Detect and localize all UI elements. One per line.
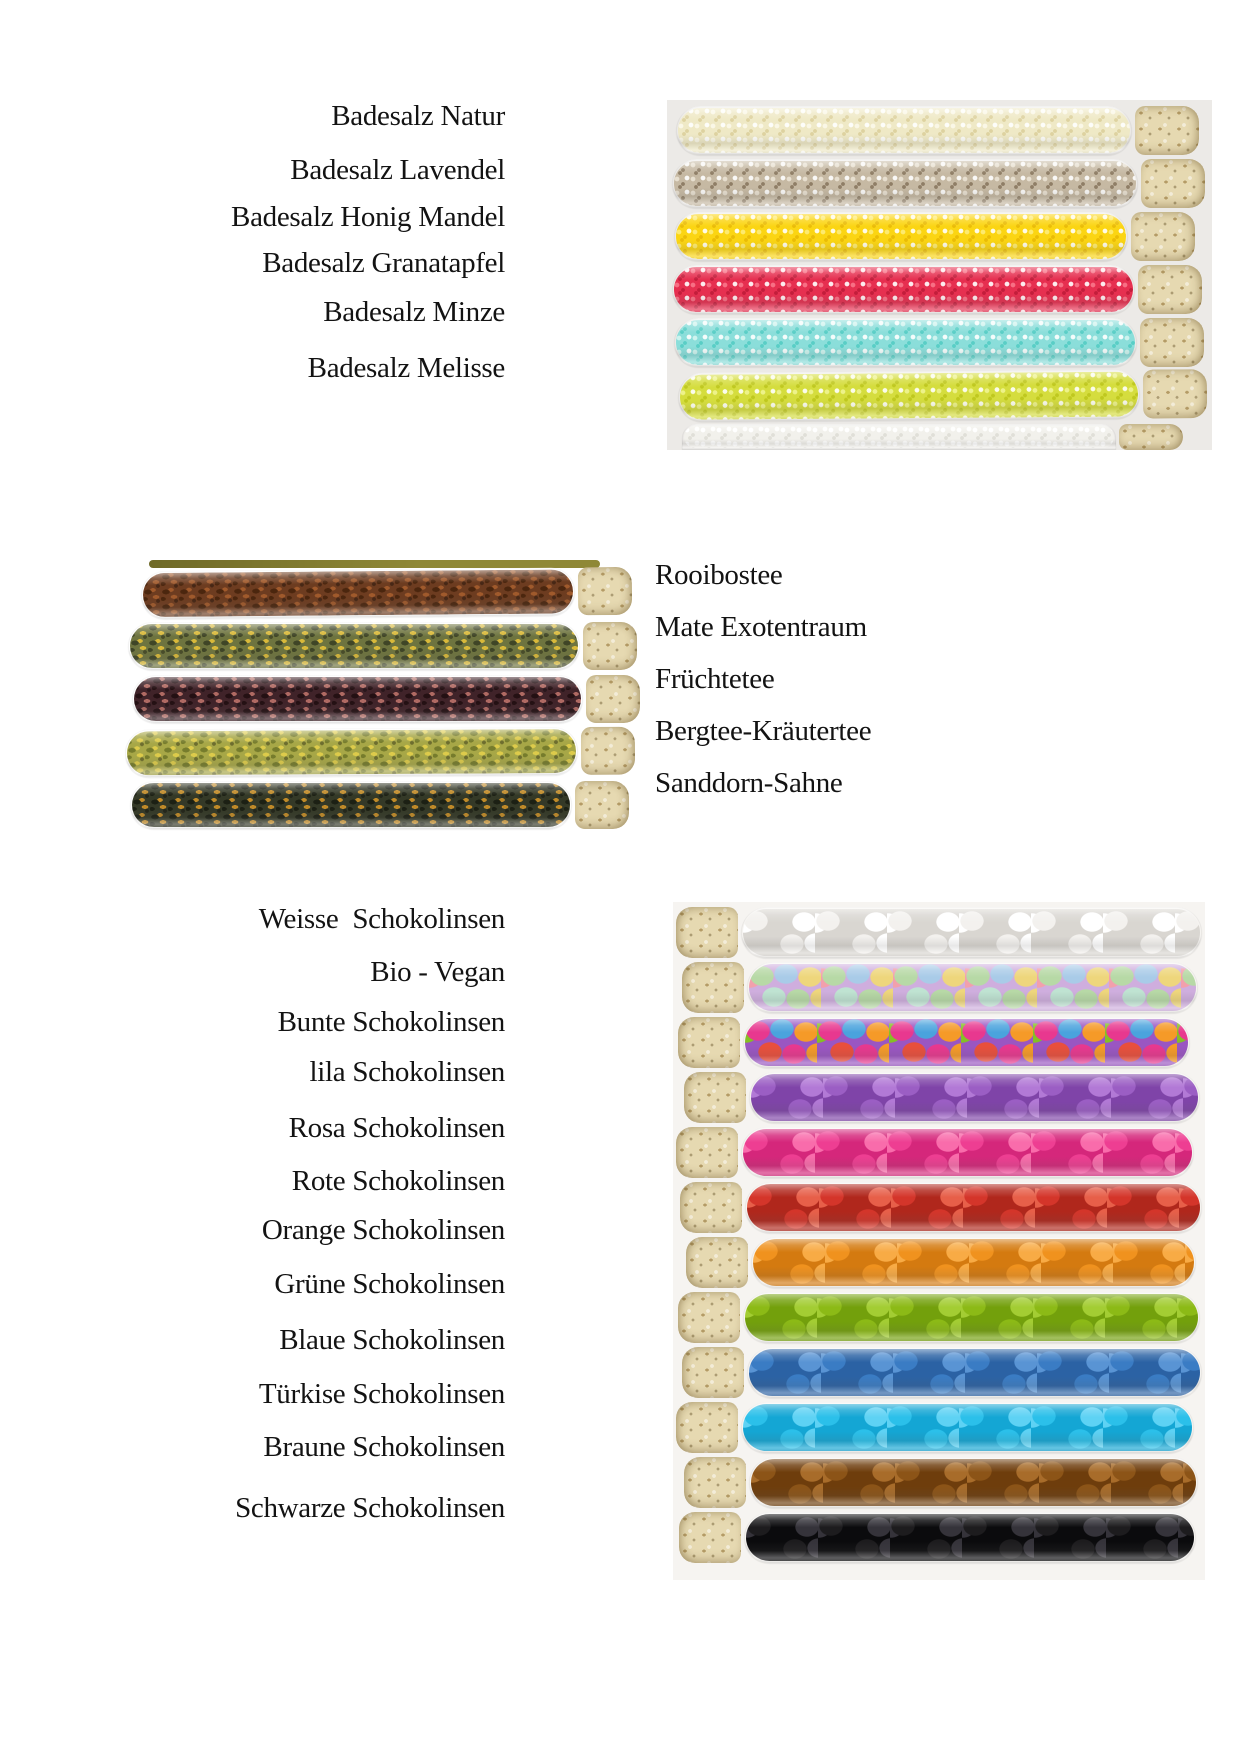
cork — [682, 962, 744, 1013]
candy-fill — [746, 1514, 1194, 1561]
cork — [1140, 318, 1204, 367]
cork — [680, 1182, 742, 1233]
tube-glass — [674, 318, 1137, 367]
tube-glass — [682, 424, 1116, 450]
label-mate-exotentraum: Mate Exotentraum — [655, 611, 867, 643]
tube-gruene-schokolinsen — [678, 1292, 1200, 1343]
cork — [682, 1347, 744, 1398]
label-gruene-schokolinsen: Grüne Schokolinsen — [274, 1268, 505, 1300]
tube-glass — [741, 907, 1202, 958]
cork — [679, 1512, 741, 1563]
tube-braune-schokolinsen — [684, 1457, 1198, 1508]
tube-rosa-schokolinsen — [676, 1127, 1194, 1178]
tube-glass — [125, 727, 578, 777]
label-lila-schokolinsen: lila Schokolinsen — [309, 1056, 505, 1088]
label-orange-schokolinsen: Orange Schokolinsen — [261, 1214, 505, 1246]
label-bio-vegan: Bio - Vegan — [370, 956, 505, 988]
tube-bergtee-kraeutertee — [125, 727, 635, 778]
candy-fill — [749, 1349, 1200, 1396]
cork — [586, 675, 640, 723]
tube-tuerkise-schokolinsen — [676, 1402, 1194, 1453]
label-rosa-schokolinsen: Rosa Schokolinsen — [288, 1112, 505, 1144]
salt-fill — [674, 161, 1136, 206]
candy-fill — [743, 1404, 1192, 1451]
tube-glass — [132, 675, 583, 723]
cork — [1131, 212, 1195, 261]
cork — [678, 1292, 740, 1343]
tube-fruechtetee — [132, 675, 640, 723]
label-schwarze-schokolinsen: Schwarze Schokolinsen — [235, 1492, 505, 1524]
tube-badesalz-partial — [682, 424, 1183, 450]
cork — [1138, 265, 1202, 314]
tube-badesalz-granatapfel — [672, 265, 1202, 314]
candy-fill — [749, 964, 1196, 1011]
salt-fill — [684, 426, 1114, 448]
tube-glass — [672, 159, 1138, 208]
cork — [575, 781, 629, 829]
tea-fill — [134, 677, 581, 721]
candy-fill — [751, 1074, 1198, 1121]
tube-glass — [743, 1017, 1190, 1068]
tube-glass — [744, 1512, 1196, 1563]
tube-glass — [678, 370, 1140, 422]
label-bergtee-kraeutertee: Bergtee-Kräutertee — [655, 715, 872, 747]
label-badesalz-granatapfel: Badesalz Granatapfel — [262, 247, 505, 279]
tube-badesalz-minze — [674, 318, 1204, 367]
tube-glass — [741, 1127, 1194, 1178]
cork — [684, 1457, 746, 1508]
tube-glass — [674, 212, 1128, 261]
candy-fill — [751, 1459, 1196, 1506]
tube-rooibostee — [141, 567, 632, 619]
tube-glass — [672, 265, 1135, 314]
label-badesalz-honig-mandel: Badesalz Honig Mandel — [231, 201, 505, 233]
cork — [1119, 424, 1183, 450]
label-tuerkise-schokolinsen: Türkise Schokolinsen — [258, 1378, 505, 1410]
tube-glass — [741, 1402, 1194, 1453]
label-bunte-schokolinsen: Bunte Schokolinsen — [277, 1006, 505, 1038]
tube-schwarze-schokolinsen — [679, 1512, 1196, 1563]
tube-badesalz-melisse — [678, 369, 1207, 422]
cork — [1135, 106, 1199, 155]
label-rote-schokolinsen: Rote Schokolinsen — [291, 1165, 505, 1197]
tube-glass — [747, 1347, 1202, 1398]
label-weisse-schokolinsen: Weisse Schokolinsen — [258, 903, 505, 935]
label-badesalz-minze: Badesalz Minze — [323, 296, 505, 328]
tube-badesalz-honig-mandel — [674, 212, 1195, 261]
candy-fill — [745, 1019, 1188, 1066]
schokolinsen-photo — [673, 902, 1205, 1580]
cork — [684, 1072, 746, 1123]
tube-orange-schokolinsen — [686, 1237, 1196, 1288]
tube-glass — [747, 962, 1198, 1013]
cork — [581, 727, 635, 775]
tea-fill — [143, 569, 573, 617]
label-blaue-schokolinsen: Blaue Schokolinsen — [279, 1324, 505, 1356]
label-fruechtetee: Früchtetee — [655, 663, 775, 695]
label-badesalz-lavendel: Badesalz Lavendel — [290, 154, 505, 186]
candy-fill — [753, 1239, 1194, 1286]
tube-mate-exotentraum — [128, 622, 637, 670]
cork — [686, 1237, 748, 1288]
tee-photo — [125, 556, 640, 836]
tube-badesalz-lavendel — [672, 159, 1205, 208]
tea-fill — [132, 783, 570, 827]
cork — [676, 907, 738, 958]
salt-fill — [680, 372, 1138, 420]
tube-glass — [745, 1182, 1202, 1233]
tube-glass — [128, 622, 580, 670]
candy-fill — [747, 1184, 1200, 1231]
candy-fill — [743, 909, 1200, 956]
tube-rote-schokolinsen — [680, 1182, 1202, 1233]
cork — [578, 567, 632, 615]
tube-weisse-schokolinsen — [676, 907, 1202, 958]
tube-badesalz-natur — [676, 106, 1199, 155]
label-badesalz-melisse: Badesalz Melisse — [307, 352, 505, 384]
cork — [1143, 369, 1207, 418]
candy-fill — [745, 1294, 1198, 1341]
tube-bio-vegan-pastell — [682, 962, 1198, 1013]
tea-fill — [127, 729, 576, 775]
candy-fill — [743, 1129, 1192, 1176]
cork — [676, 1402, 738, 1453]
tube-glass — [749, 1072, 1200, 1123]
cork — [583, 622, 637, 670]
cork — [1141, 159, 1205, 208]
cork — [676, 1127, 738, 1178]
badesalz-photo — [667, 100, 1212, 450]
tube-glass — [130, 781, 572, 829]
salt-fill — [676, 320, 1135, 365]
label-badesalz-natur: Badesalz Natur — [331, 100, 505, 132]
cork — [678, 1017, 740, 1068]
tube-blaue-schokolinsen — [682, 1347, 1202, 1398]
tube-glass — [141, 567, 575, 619]
salt-fill — [678, 108, 1130, 153]
tube-glass — [751, 1237, 1196, 1288]
salt-fill — [674, 267, 1133, 312]
tube-bunte-schokolinsen — [678, 1017, 1190, 1068]
label-rooibostee: Rooibostee — [655, 559, 783, 591]
label-braune-schokolinsen: Braune Schokolinsen — [263, 1431, 505, 1463]
label-sanddorn-sahne: Sanddorn-Sahne — [655, 767, 843, 799]
tube-lila-schokolinsen — [684, 1072, 1200, 1123]
tube-sanddorn-sahne — [130, 781, 629, 829]
tube-glass — [749, 1457, 1198, 1508]
tea-fill — [130, 624, 578, 668]
tube-glass — [676, 106, 1132, 155]
tube-glass — [743, 1292, 1200, 1343]
salt-fill — [676, 214, 1126, 259]
